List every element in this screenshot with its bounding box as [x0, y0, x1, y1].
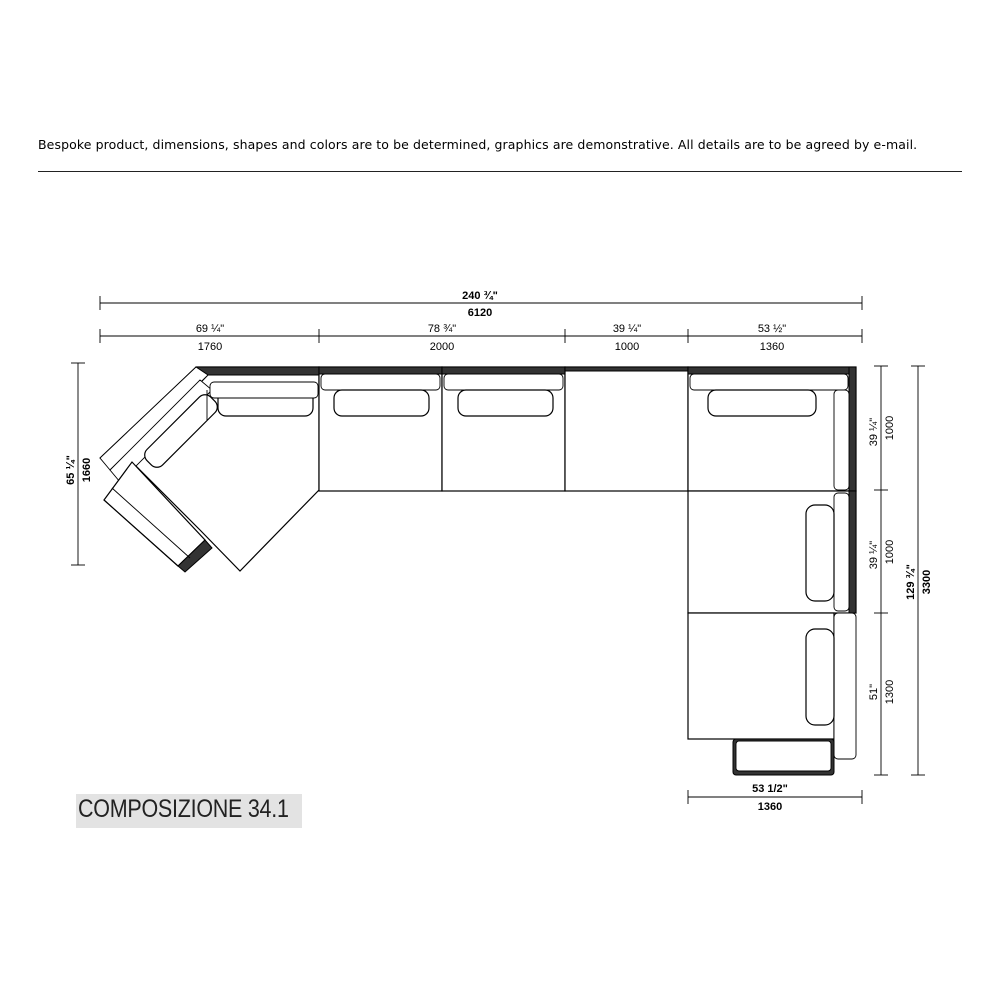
total-height-mm: 3300: [921, 569, 933, 595]
right3-inches: 51": [868, 683, 880, 701]
bottom-mm: 1360: [757, 801, 783, 813]
disclaimer-note: Bespoke product, dimensions, shapes and colors are to be determined, graphics are demonstrative. All details are to be agreed by e-mail.: [38, 137, 918, 152]
seg1-mm: 1760: [197, 341, 223, 353]
right-corner-back-cushion: [708, 390, 816, 416]
center-module: [565, 367, 688, 491]
left-depth-mm: 1660: [81, 457, 93, 483]
right-cushion-2: [806, 629, 834, 725]
back-cushion-a: [334, 390, 429, 416]
right1-mm: 1000: [884, 415, 896, 441]
right2-mm: 1000: [884, 539, 896, 565]
left-depth-inches: 65 ¼": [65, 455, 77, 485]
right1-inches: 39 ¼": [868, 417, 880, 447]
sofa-plan: [100, 367, 856, 775]
seg2-inches: 78 ¾": [427, 323, 457, 335]
bottom-inches: 53 1/2": [752, 783, 788, 795]
bottom-dimension: [688, 783, 862, 813]
total-width-inches: 240 ¾": [462, 290, 498, 302]
right-segment-dimensions: [868, 366, 896, 775]
seg4-inches: 53 ½": [757, 323, 787, 335]
right-total-dimension: [905, 366, 933, 775]
top-segment-dimensions: [100, 323, 862, 353]
seg2-mm: 2000: [429, 341, 455, 353]
composition-title: COMPOSIZIONE 34.1: [78, 795, 289, 823]
total-height-inches: 129 ¾": [905, 564, 917, 600]
seg3-mm: 1000: [614, 341, 640, 353]
seg1-inches: 69 ¼": [195, 323, 225, 335]
back-cushion-b: [458, 390, 553, 416]
seg3-inches: 39 ¼": [612, 323, 642, 335]
left-depth-dimension: [65, 363, 93, 565]
right2-inches: 39 ¼": [868, 540, 880, 570]
seg4-mm: 1360: [759, 341, 785, 353]
right3-mm: 1300: [884, 679, 896, 705]
total-width-mm: 6120: [467, 307, 493, 319]
right-cushion-1: [806, 505, 834, 601]
top-total-dimension: [100, 290, 862, 319]
